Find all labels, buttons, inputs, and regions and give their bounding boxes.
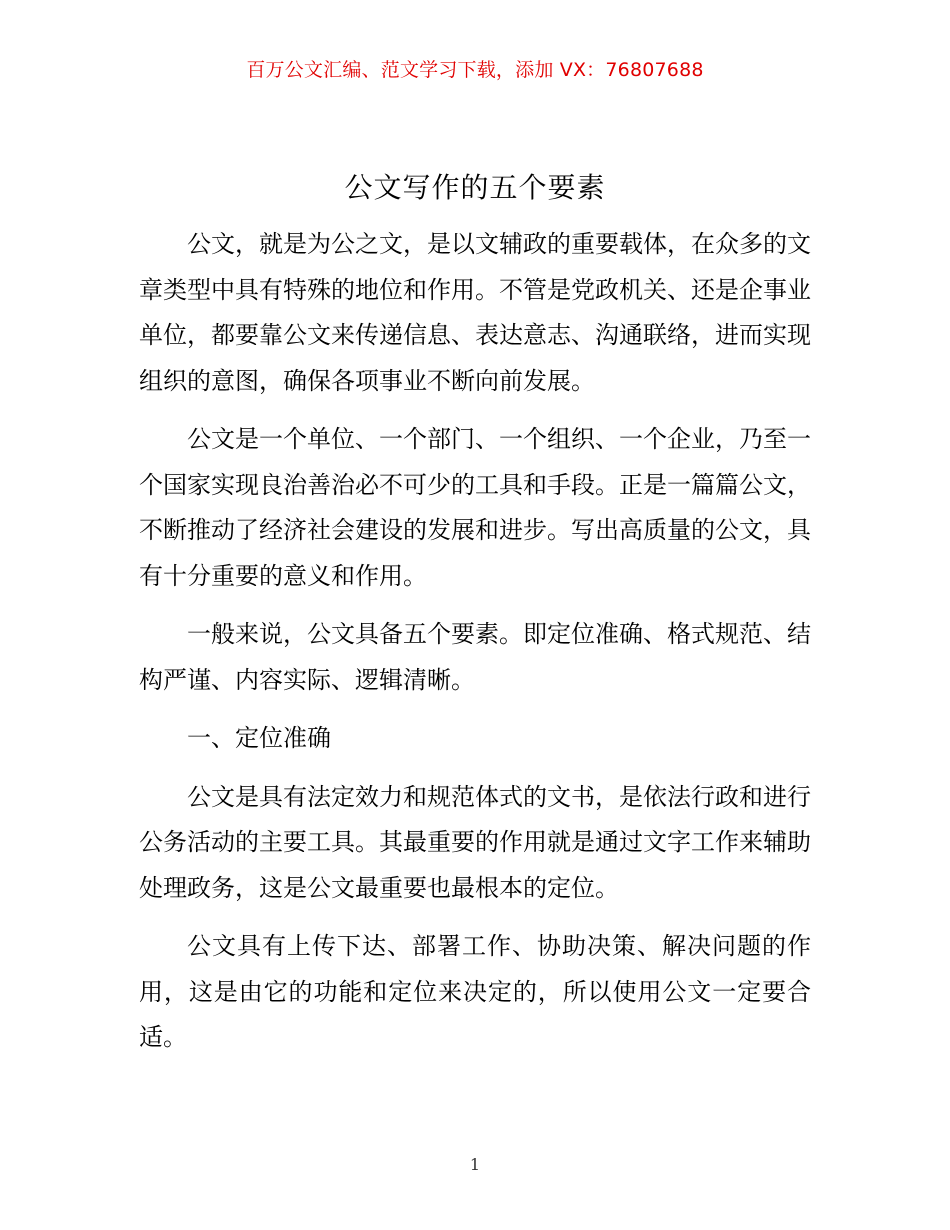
paragraph-five-elements: 一般来说，公文具备五个要素。即定位准确、格式规范、结构严谨、内容实际、逻辑清晰。	[139, 620, 811, 694]
page-number: 1	[469, 1155, 481, 1174]
paragraph-function: 公文具有上传下达、部署工作、协助决策、解决问题的作用，这是由它的功能和定位来决定的，所以使用公文一定要合适。	[139, 932, 811, 1051]
document-title: 公文写作的五个要素	[344, 171, 606, 204]
paragraph-importance: 公文是一个单位、一个部门、一个组织、一个企业，乃至一个国家实现良治善治必不可少的工具和手段。正是一篇篇公文，不断推动了经济社会建设的发展和进步。写出高质量的公文，具有十分重要的意义和作用。	[139, 425, 811, 590]
document-body	[139, 222, 811, 1074]
paragraph-legal-document: 公文是具有法定效力和规范体式的文书，是依法行政和进行公务活动的主要工具。其最重要的作用就是通过文字工作来辅助处理政务，这是公文最重要也最根本的定位。	[139, 782, 811, 902]
promo-header: 百万公文汇编、范文学习下载，添加 VX：76807688	[246, 59, 704, 81]
section-heading-positioning: 一、定位准确	[187, 724, 331, 752]
paragraph-intro: 公文，就是为公之文，是以文辅政的重要载体，在众多的文章类型中具有特殊的地位和作用。不管是党政机关、还是企事业单位，都要靠公文来传递信息、表达意志、沟通联络，进而实现组织的意图，确保各项事业不断向前发展。	[139, 230, 811, 395]
